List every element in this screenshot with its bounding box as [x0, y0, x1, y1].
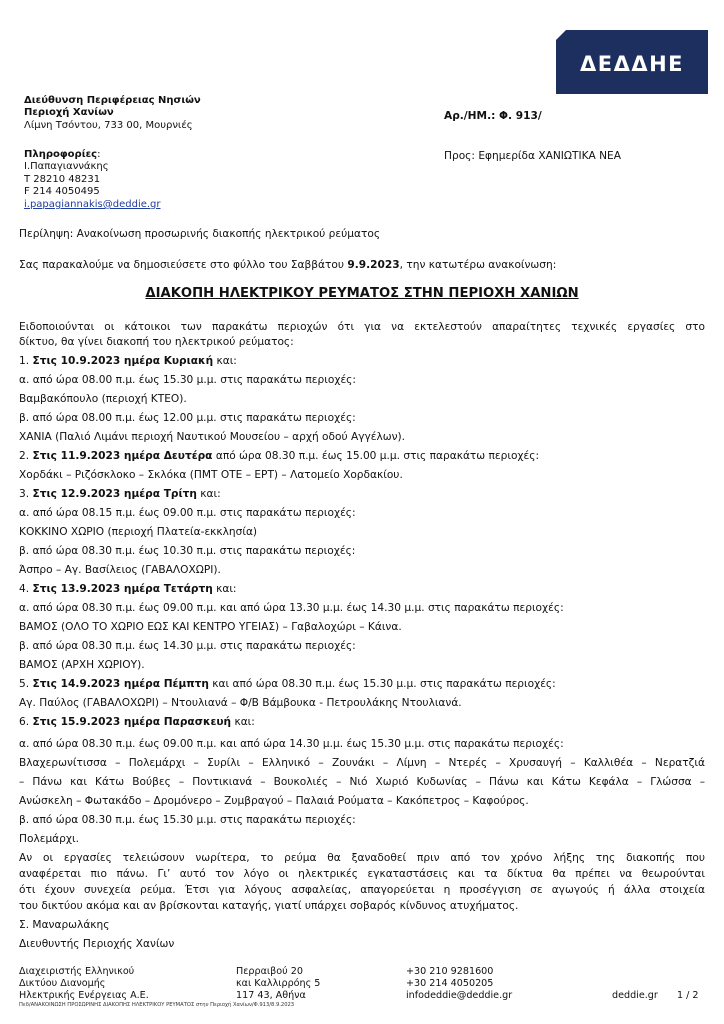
day-6-slot-a-area-3: Ανώσκελη – Φωτακάδο – Δρομόνερο – Ζυμβραγού – Παλαιά Ρούματα – Κακόπετρος – Καφούρος. — [19, 795, 529, 807]
day-5-area: Αγ. Παύλος (ΓΑΒΑΛΟΧΩΡΙ) – Ντουλιανά – Φ/Β Βάμβουκα - Πετρουλάκης Ντουλιανά. — [19, 697, 462, 709]
day-1-slot-a: α. από ώρα 08.00 π.μ. έως 15.30 μ.μ. στις παρακάτω περιοχές: — [19, 374, 356, 386]
day-4-slot-b-area: ΒΑΜΟΣ (ΑΡΧΗ ΧΩΡΙΟΥ). — [19, 659, 145, 671]
closing-line-3: ότι έχουν συνεχεία ρεύμα. Έτσι για λόγους ασφαλείας, απαγορεύεται η προσέγγιση σε αγωγούς ή άλλα στοιχεία — [19, 884, 705, 896]
info-email-link[interactable]: i.papagiannakis@deddie.gr — [24, 199, 161, 210]
signatory-role: Διευθυντής Περιοχής Χανίων — [19, 938, 175, 950]
summary: Περίληψη: Ανακοίνωση προσωρινής διακοπής ηλεκτρικού ρεύματος — [19, 228, 381, 240]
day-3-heading: 3. Στις 12.9.2023 ημέρα Τρίτη και: — [19, 488, 221, 500]
footer-file-path: Πεδ/ΑΝΑΚΟΙΝΩΣΗ ΠΡΟΣΩΡΙΝΗΣ ΔΙΑΚΟΠΗΣ ΗΛΕΚΤΡΙΚΟΥ ΡΕΥΜΑΤΟΣ στην Περιοχή Χανίων/Φ.913/8.9.2023 — [19, 1002, 295, 1008]
footer-website[interactable]: deddie.gr — [612, 990, 658, 1001]
closing-line-2: αναφέρεται πιο πάνω. Γι’ αυτό τον λόγο οι ηλεκτρικές εγκαταστάσεις και τα δίκτυα θα πρέπει να θεωρούνται — [19, 868, 705, 880]
day-5-heading: 5. Στις 14.9.2023 ημέρα Πέμπτη και από ώρα 08.30 π.μ. έως 15.30 μ.μ. στις παρακάτω περιοχές: — [19, 678, 556, 690]
day-3-slot-b-area: Άσπρο – Αγ. Βασίλειος (ΓΑΒΑΛΟΧΩΡΙ). — [19, 564, 221, 576]
day-4-slot-a: α. από ώρα 08.30 π.μ. έως 09.00 π.μ. και από ώρα 13.30 μ.μ. έως 14.30 μ.μ. στις παρακάτω περιοχές: — [19, 602, 564, 614]
footer-company: Διαχειριστής Ελληνικού Δικτύου Διανομής Ηλεκτρικής Ενέργειας Α.Ε. — [19, 966, 149, 1001]
day-4-heading: 4. Στις 13.9.2023 ημέρα Τετάρτη και: — [19, 583, 237, 595]
announcement-title: ΔΙΑΚΟΠΗ ΗΛΕΚΤΡΙΚΟΥ ΡΕΥΜΑΤΟΣ ΣΤΗΝ ΠΕΡΙΟΧΗ ΧΑΝΙΩΝ — [145, 286, 579, 301]
info-label: Πληροφορίες: — [24, 149, 101, 160]
logo-text: ΔΕΔΔΗΕ — [579, 52, 685, 76]
reference-number: Αρ./ΗΜ.: Φ. 913/ — [444, 110, 542, 122]
day-4-slot-b: β. από ώρα 08.30 π.μ. έως 14.30 μ.μ. στις παρακάτω περιοχές: — [19, 640, 356, 652]
intro-line-1: Ειδοποιούνται οι κάτοικοι των παρακάτω περιοχών ότι για να εκτελεστούν απαραίτητες τεχνικές εργασίες στο — [19, 321, 705, 333]
intro-line-2: δίκτυο, θα γίνει διακοπή του ηλεκτρικού ρεύματος: — [19, 336, 294, 348]
day-1-slot-a-area: Βαμβακόπουλο (περιοχή ΚΤΕΟ). — [19, 393, 187, 405]
footer-email-link[interactable]: infodeddie@deddie.gr — [406, 989, 513, 1001]
day-6-slot-a-area-2: – Πάνω και Κάτω Βούβες – Ποντικιανά – Βουκολιές – Νιό Χωριό Κυδωνίας – Πάνω και Κάτω Κεφάλα – Γλώσσα – — [19, 776, 705, 788]
day-6-slot-a-area-1: Βλαχερωνίτισσα – Πολεμάρχι – Συρίλι – Ελληνικό – Ζουνάκι – Λίμνη – Ντερές – Χρυσαυγή – Καλλιθέα – Νερατζιά — [19, 757, 705, 769]
sender-area: Περιοχή Χανίων — [24, 107, 114, 118]
closing-line-1: Αν οι εργασίες τελειώσουν νωρίτερα, το ρεύμα θα ξαναδοθεί πριν από τον χρόνο λήξης της διακοπής που — [19, 852, 705, 864]
page-number: 1 / 2 — [677, 990, 699, 1001]
info-name: Ι.Παπαγιαννάκης — [24, 161, 109, 172]
day-3-slot-a: α. από ώρα 08.15 π.μ. έως 09.00 π.μ. στις παρακάτω περιοχές: — [19, 507, 356, 519]
closing-line-4: του δικτύου ακόμα και αν βρίσκονται καταγής, γιατί υπάρχει σοβαρός κίνδυνος ατυχήματος. — [19, 900, 519, 912]
sender-division: Διεύθυνση Περιφέρειας Νησιών — [24, 95, 201, 106]
day-4-slot-a-area: ΒΑΜΟΣ (ΟΛΟ ΤΟ ΧΩΡΙΟ ΕΩΣ ΚΑΙ ΚΕΝΤΡΟ ΥΓΕΙΑΣ) – Γαβαλοχώρι – Κάινα. — [19, 621, 402, 633]
day-3-slot-a-area: ΚΟΚΚΙΝΟ ΧΩΡΙΟ (περιοχή Πλατεία-εκκλησία) — [19, 526, 258, 538]
deddie-logo — [556, 30, 708, 94]
day-6-slot-b: β. από ώρα 08.30 π.μ. έως 15.30 μ.μ. στις παρακάτω περιοχές: — [19, 814, 356, 826]
publication-request: Σας παρακαλούμε να δημοσιεύσετε στο φύλλο του Σαββάτου 9.9.2023, την κατωτέρω ανακοίνωση: — [19, 259, 557, 271]
info-tel: Τ 28210 48231 — [24, 174, 101, 185]
day-6-slot-a: α. από ώρα 08.30 π.μ. έως 09.00 π.μ. και από ώρα 14.30 μ.μ. έως 15.30 μ.μ. στις παρακάτω περιοχές: — [19, 738, 564, 750]
day-1-heading: 1. Στις 10.9.2023 ημέρα Κυριακή και: — [19, 355, 237, 367]
signatory-name: Σ. Μαναρωλάκης — [19, 919, 110, 931]
footer-contact: +30 210 9281600 +30 214 4050205 infodeddie@deddie.gr — [406, 966, 513, 1001]
sender-address: Λίμνη Τσόντου, 733 00, Μουρνιές — [24, 120, 193, 131]
day-2-heading: 2. Στις 11.9.2023 ημέρα Δευτέρα από ώρα 08.30 π.μ. έως 15.00 μ.μ. στις παρακάτω περιοχές: — [19, 450, 540, 462]
day-2-area: Χορδάκι – Ριζόσκλοκο – Σκλόκα (ΠΜΤ ΟΤΕ – ΕΡΤ) – Λατομείο Χορδακίου. — [19, 469, 403, 481]
recipient: Προς: Εφημερίδα ΧΑΝΙΩΤΙΚΑ ΝΕΑ — [444, 150, 622, 162]
day-3-slot-b: β. από ώρα 08.30 π.μ. έως 10.30 π.μ. στις παρακάτω περιοχές: — [19, 545, 356, 557]
day-1-slot-b: β. από ώρα 08.00 π.μ. έως 12.00 μ.μ. στις παρακάτω περιοχές: — [19, 412, 356, 424]
day-6-heading: 6. Στις 15.9.2023 ημέρα Παρασκευή και: — [19, 716, 255, 728]
day-1-slot-b-area: ΧΑΝΙΑ (Παλιό Λιμάνι περιοχή Ναυτικού Μουσείου – αρχή οδού Αγγέλων). — [19, 431, 406, 443]
day-6-slot-b-area: Πολεμάρχι. — [19, 833, 79, 845]
footer-address: Περραιβού 20 και Καλλιρρόης 5 117 43, Αθήνα — [236, 966, 321, 1001]
info-fax: F 214 4050495 — [24, 186, 100, 197]
